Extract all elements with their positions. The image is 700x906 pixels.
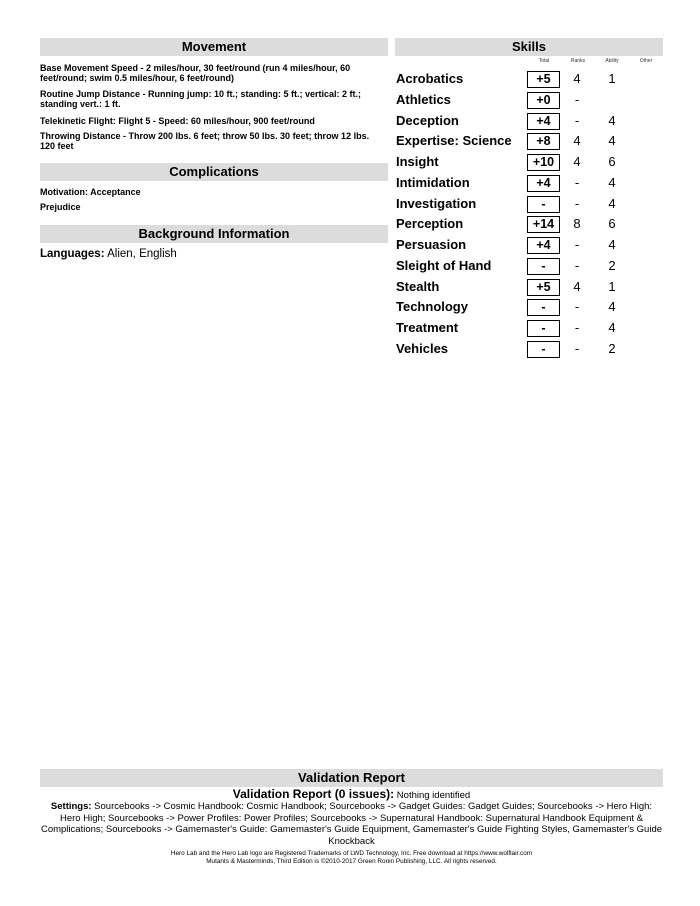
skill-ranks: 4 [573, 154, 581, 170]
skill-name: Expertise: Science [396, 133, 512, 149]
column-header-ranks: Ranks [570, 58, 586, 64]
skill-name: Stealth [396, 278, 440, 294]
movement-value: Throw 200 lbs. 6 feet; throw 50 lbs. 30 feet; throw 12 lbs. 120 feet [40, 131, 370, 151]
skill-ability: 6 [608, 154, 616, 170]
skill-ranks: - [574, 195, 580, 211]
skill-total: - [527, 320, 560, 337]
complications-header: Complications [40, 163, 388, 181]
movement-value: Speed: 60 miles/hour, 900 feet/round [158, 116, 315, 126]
skill-ability: 4 [608, 112, 616, 128]
movement-value: 2 miles/hour, 30 feet/round (run 4 miles/hour, 60 feet/round; swim 0.5 miles/hour, 6 feet/round) [40, 63, 351, 83]
skill-ability: 2 [608, 257, 616, 273]
skill-name: Treatment [396, 320, 459, 336]
skill-row [396, 174, 666, 194]
validation-summary [40, 787, 663, 801]
validation-header: Validation Report [40, 769, 663, 787]
skill-total: +4 [527, 175, 560, 192]
movement-label: Throwing Distance - [40, 131, 129, 141]
skill-total: - [527, 341, 560, 358]
skill-total: +8 [527, 133, 560, 150]
movement-item [40, 131, 385, 151]
skill-name: Perception [396, 216, 464, 232]
skill-row [396, 298, 666, 318]
languages-line [40, 248, 177, 260]
skill-row [396, 236, 666, 256]
skill-row [396, 257, 666, 277]
skill-total: - [527, 196, 560, 213]
movement-label: Telekinetic Flight: Flight 5 - [40, 116, 159, 126]
skill-row [396, 278, 666, 298]
skill-ability: 4 [608, 133, 616, 149]
skill-ability: 1 [608, 278, 616, 294]
movement-item [40, 63, 385, 83]
movement-item [40, 89, 385, 109]
movement-value: Running jump: 10 ft.; standing: 5 ft.; vertical: 2 ft.; standing vert.: 1 ft. [40, 89, 362, 109]
skill-name: Athletics [396, 91, 451, 107]
skill-ranks: 4 [573, 71, 581, 86]
skill-ability: 4 [608, 237, 616, 253]
skill-total: - [527, 299, 560, 316]
validation-settings [40, 801, 663, 847]
skill-ranks: 8 [573, 216, 581, 232]
movement-header: Movement [40, 38, 388, 56]
skill-total: +5 [527, 71, 560, 88]
skill-row [396, 132, 666, 152]
skill-ranks: - [574, 237, 580, 253]
skill-row [396, 215, 666, 235]
skill-ability: 4 [608, 174, 616, 190]
skill-ability: 2 [608, 341, 616, 356]
column-header-other: Other [639, 58, 653, 64]
column-header-total: Total [538, 58, 550, 64]
skill-total: +5 [527, 279, 560, 296]
skill-total: +10 [527, 154, 560, 171]
skill-ranks: - [574, 174, 580, 190]
skill-ability: 4 [608, 320, 616, 336]
skill-row [396, 319, 666, 339]
skill-row [396, 70, 666, 90]
skill-name: Investigation [396, 195, 477, 211]
trademark-notice: Hero Lab and the Hero Lab logo are Registered Trademarks of LWD Technology, Inc. Free download at https://www.wolflair.com [170, 850, 533, 857]
movement-item [40, 116, 385, 126]
settings-value: Sourcebooks -> Cosmic Handbook: Cosmic Handbook; Sourcebooks -> Gadget Guides: Gadget Guides; Sourcebooks -> Hero High: Hero High; Sourcebooks -> Power Profiles: Power Profiles; Sourcebooks -> Supernatural Handbook: Supernatural Handbook Equipment & Complications; Sourcebooks -> Gamemaster's Guide: Gamemaster's Guide Equipment, Gamemaster's Guide Fighting Styles, Gamemaster's Guide Knockback [40, 801, 663, 847]
skills-header: Skills [395, 38, 663, 56]
skill-name: Vehicles [396, 341, 449, 356]
skill-row [396, 195, 666, 215]
background-header: Background Information [40, 225, 388, 243]
settings-label: Settings: [50, 801, 92, 812]
skill-total: +4 [527, 237, 560, 254]
skill-total: +14 [527, 216, 560, 233]
skill-row [396, 153, 666, 173]
movement-label: Routine Jump Distance - [40, 89, 149, 99]
skill-ranks: - [574, 91, 580, 107]
skill-ranks: - [574, 112, 580, 128]
complication-item: Motivation: Acceptance [40, 187, 141, 197]
skill-name: Acrobatics [396, 71, 464, 86]
movement-label: Base Movement Speed - [40, 63, 147, 73]
copyright-notice: Mutants & Masterminds, Third Edition is ©2010-2017 Green Ronin Publishing, LLC. All rights reserved. [206, 858, 497, 865]
skill-name: Intimidation [396, 174, 470, 190]
skill-ranks: 4 [573, 278, 581, 294]
skill-ability: 4 [608, 195, 616, 211]
skill-ability: 4 [608, 299, 616, 315]
skill-total: - [527, 258, 560, 275]
skill-name: Deception [396, 112, 459, 128]
skill-ranks: - [574, 257, 580, 273]
skill-total: +0 [527, 92, 560, 109]
skill-ranks: 4 [573, 133, 581, 149]
skill-row [396, 112, 666, 132]
validation-report-value: Nothing identified [394, 790, 471, 801]
skill-total: +4 [527, 113, 560, 130]
skill-name: Persuasion [396, 237, 467, 253]
languages-label: Languages: [40, 248, 105, 260]
skill-ranks: - [574, 299, 580, 315]
skill-ability: 6 [608, 216, 616, 232]
skill-name: Technology [396, 299, 468, 315]
validation-report-label: Validation Report (0 issues): [232, 787, 395, 801]
skill-ranks: - [574, 320, 580, 336]
skill-row [396, 340, 666, 360]
skill-name: Insight [396, 154, 439, 170]
complication-item: Prejudice [40, 202, 81, 212]
skill-row [396, 91, 666, 111]
skill-ability: 1 [608, 71, 616, 86]
skill-name: Sleight of Hand [396, 257, 492, 273]
skill-ranks: - [574, 341, 580, 356]
column-header-ability: Ability [605, 58, 619, 64]
languages-value: Alien, English [104, 248, 177, 260]
